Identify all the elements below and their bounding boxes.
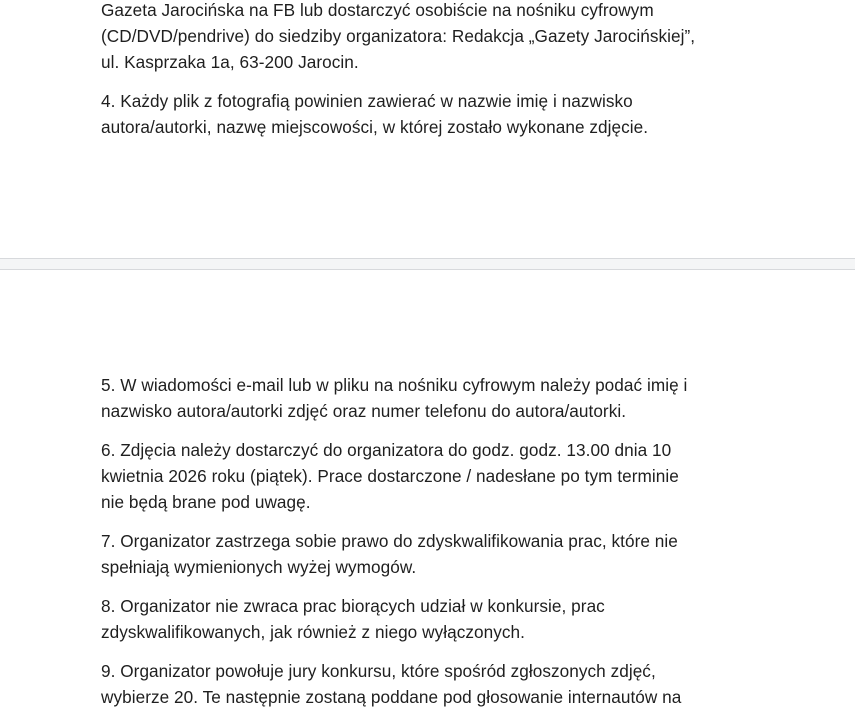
paragraph-rule-5	[101, 372, 791, 424]
text-line: (CD/DVD/pendrive) do siedziby organizatora: Redakcja „Gazety Jarocińskiej”,	[101, 26, 696, 46]
paragraph-rule-8	[101, 593, 791, 645]
document-page-top	[0, 0, 855, 258]
paragraph-rule-6	[101, 437, 791, 515]
text-line: 8. Organizator nie zwraca prac biorących udział w konkursie, prac	[101, 596, 605, 616]
text-line: autora/autorki, nazwę miejscowości, w której zostało wykonane zdjęcie.	[101, 117, 649, 137]
text-line: wybierze 20. Te następnie zostaną poddane pod głosowanie internautów na	[101, 687, 682, 707]
page-break-separator	[0, 258, 855, 270]
paragraph-rule-9	[101, 658, 791, 710]
text-line: spełniają wymienionych wyżej wymogów.	[101, 557, 417, 577]
document-page-bottom	[0, 270, 855, 720]
page-top-text	[101, 0, 791, 153]
text-line: 7. Organizator zastrzega sobie prawo do zdyskwalifikowania prac, które nie	[101, 531, 678, 551]
text-line: nazwisko autora/autorki zdjęć oraz numer telefonu do autora/autorki.	[101, 401, 627, 421]
text-line: nie będą brane pod uwagę.	[101, 492, 311, 512]
text-line: Gazeta Jarocińska na FB lub dostarczyć osobiście na nośniku cyfrowym	[101, 0, 654, 20]
text-line: zdyskwalifikowanych, jak również z niego wyłączonych.	[101, 622, 525, 642]
text-line: kwietnia 2026 roku (piątek). Prace dostarczone / nadesłane po tym terminie	[101, 466, 679, 486]
text-line: 5. W wiadomości e-mail lub w pliku na nośniku cyfrowym należy podać imię i	[101, 375, 688, 395]
text-line: 4. Każdy plik z fotografią powinien zawierać w nazwie imię i nazwisko	[101, 91, 633, 111]
text-line: ul. Kasprzaka 1a, 63-200 Jarocin.	[101, 52, 359, 72]
paragraph-rule-4	[101, 88, 791, 140]
paragraph-rule-7	[101, 528, 791, 580]
page-bottom-text	[101, 372, 791, 723]
paragraph-submission-address	[101, 0, 791, 75]
text-line: 9. Organizator powołuje jury konkursu, które spośród zgłoszonych zdjęć,	[101, 661, 656, 681]
text-line: 6. Zdjęcia należy dostarczyć do organizatora do godz. godz. 13.00 dnia 10	[101, 440, 672, 460]
